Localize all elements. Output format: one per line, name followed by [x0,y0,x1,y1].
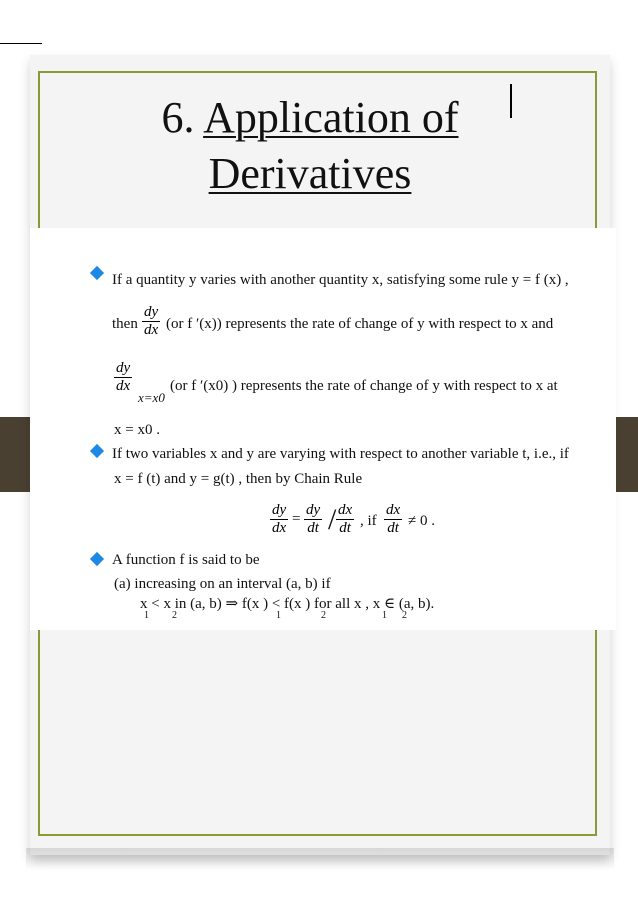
b1-fraction-dydx-2 [114,360,132,395]
b2-equals: = [292,511,301,527]
b1-end: x = x0 . [114,422,160,438]
bullet-diamond-icon [90,444,104,458]
text-cursor [510,84,512,118]
b3-line1: A function f is said to be [112,552,260,568]
b2-condition: , if [360,513,377,529]
b2-line1: If two variables x and y are varying with respect to another variable t, i.e., if [112,446,569,462]
b2-f3-num: dx [338,502,353,518]
b2-frac-dydx [270,502,288,537]
b3-sub-1: 1 [144,610,149,621]
b2-line2: x = f (t) and y = g(t) , then by Chain Rule [114,471,363,487]
bullet-diamond-icon [90,552,104,566]
b3-item-a2: x < x in (a, b) ⇒ f(x ) < f(x ) for all x , x ∈ (a, b). [140,596,435,612]
b3-sub-2: 2 [172,610,177,621]
b2-neq: ≠ 0 . [408,513,435,529]
bullet-diamond-icon [90,266,104,280]
title-line2: Derivatives [208,149,412,198]
b1-frac-den: dx [144,322,159,338]
content-area [30,228,616,630]
b2-frac-dxdt-2 [384,502,402,537]
b1-fraction-dydx [142,304,160,339]
b1-line1: If a quantity y varies with another quantity x, satisfying some rule y = f (x) , [112,272,569,288]
b2-f1-den: dx [272,520,287,536]
title-number: 6. [161,93,195,142]
b1-rest: (or f ′(x)) represents the rate of change of y with respect to x and [166,316,554,332]
b1-then: then [112,316,138,332]
slide-shadow [26,848,614,870]
title-line1: Application of [203,93,459,142]
b1-rest2: (or f ′(x0) ) represents the rate of change of y with respect to x at [170,378,558,394]
b1-frac-num: dy [144,304,159,320]
slide-title [100,90,520,202]
left-side-bar [0,417,30,492]
b3-item-a: (a) increasing on an interval (a, b) if [114,576,331,592]
b2-frac-dydt [304,502,322,537]
top-rule [0,43,42,44]
b3-sub-3: 1 [276,610,281,621]
b3-sub-4: 2 [321,610,326,621]
b2-f2-num: dy [306,502,321,518]
b1-subscript: x=x0 [138,390,165,405]
b2-frac-dxdt [336,502,354,537]
b2-f1-num: dy [272,502,287,518]
b2-slash: / [328,503,337,536]
b3-sub-5: 1 [382,610,387,621]
b2-f3-den: dt [339,520,351,536]
b2-f2-den: dt [307,520,319,536]
b2-f4-den: dt [387,520,399,536]
b1-frac2-den: dx [116,378,131,394]
b3-sub-6: 2 [402,610,407,621]
b2-f4-num: dx [386,502,401,518]
b1-frac2-num: dy [116,360,131,376]
